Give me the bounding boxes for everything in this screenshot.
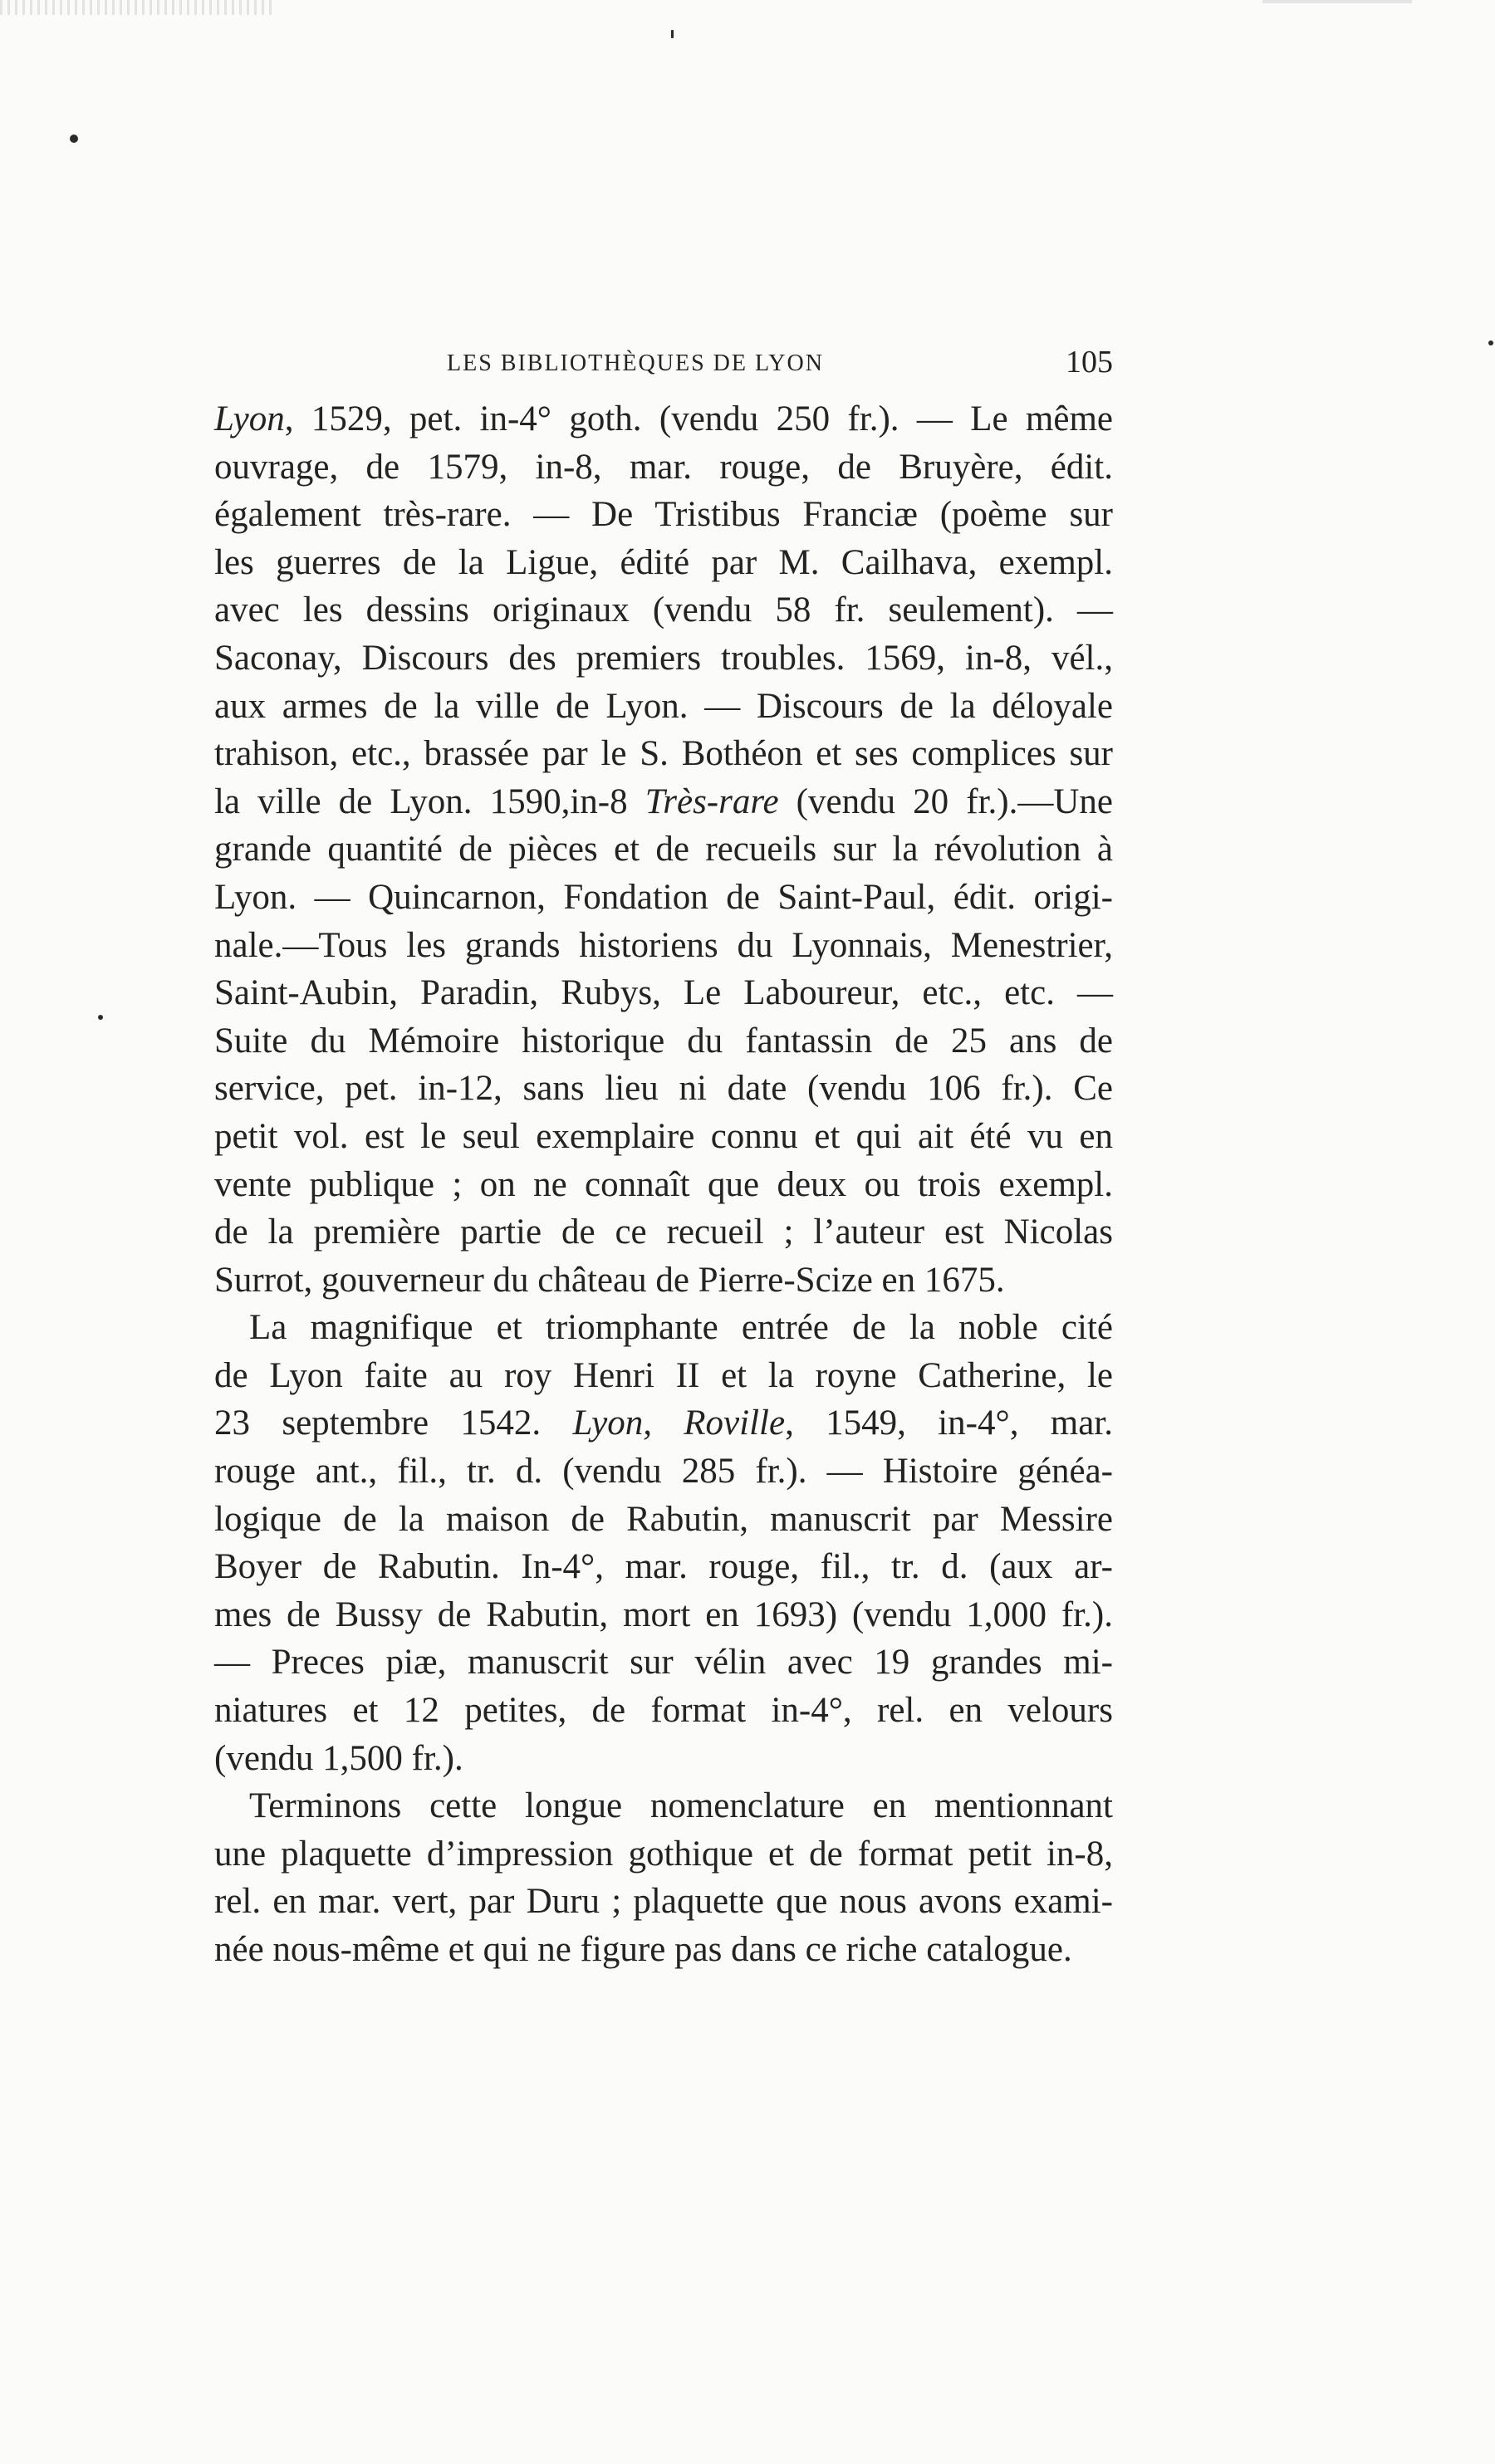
text-segment: Saint-Aubin, Paradin, Rubys, Le Laboureur, etc., etc. — <box>214 973 1113 1013</box>
italic-segment: Lyon, Roville <box>572 1403 786 1443</box>
text-segment: trahison, etc., brassée par le S. Bothéon et ses complices sur <box>214 734 1113 774</box>
text-segment: Suite du Mémoire historique du fantassin de 25 ans de <box>214 1021 1113 1061</box>
text-segment: de la première partie de ce recueil ; l’auteur est Nicolas <box>214 1212 1113 1252</box>
text-line <box>214 922 1113 970</box>
text-segment: nale.—Tous les grands historiens du Lyonnais, Menestrier, <box>214 925 1113 965</box>
text-line <box>214 1687 1113 1735</box>
text-line <box>214 874 1113 922</box>
text-line <box>214 730 1113 778</box>
italic-segment: Lyon <box>214 399 285 438</box>
text-line <box>214 1735 1113 1783</box>
text-segment: 23 septembre 1542. <box>214 1403 573 1443</box>
text-segment: avec les dessins originaux (vendu 58 fr. seulement). — <box>214 590 1113 630</box>
text-segment: Surrot, gouverneur du château de Pierre-Scize en 1675. <box>214 1260 1005 1300</box>
text-line <box>214 491 1113 539</box>
text-line <box>214 1830 1113 1879</box>
text-line <box>214 1352 1113 1400</box>
text-segment: rouge ant., fil., tr. d. (vendu 285 fr.). — Histoire généa- <box>214 1452 1113 1492</box>
italic-segment: Très-rare <box>645 781 779 821</box>
text-segment: Terminons cette longue nomenclature en mentionnant <box>249 1786 1113 1826</box>
text-line <box>214 395 1113 443</box>
text-segment: également très-rare. — De Tristibus Franciæ (poème sur <box>214 495 1113 535</box>
ink-speck <box>98 1015 103 1020</box>
text-line <box>214 1017 1113 1065</box>
scan-edge-artifact <box>0 0 274 15</box>
text-line <box>214 634 1113 683</box>
text-line <box>214 825 1113 874</box>
running-head <box>214 344 1113 385</box>
text-line <box>214 683 1113 731</box>
text-line <box>214 1208 1113 1256</box>
text-line <box>214 1496 1113 1544</box>
text-segment: née nous-même et qui ne figure pas dans ce riche catalogue. <box>214 1930 1072 1969</box>
body-text <box>214 395 1113 1974</box>
text-line <box>214 443 1113 492</box>
text-line <box>214 1065 1113 1113</box>
text-line <box>214 1878 1113 1926</box>
text-line <box>214 1448 1113 1496</box>
text-segment: — Preces piæ, manuscrit sur vélin avec 19 grandes mi- <box>214 1643 1113 1683</box>
text-segment: grande quantité de pièces et de recueils sur la révolution à <box>214 830 1113 870</box>
scan-edge-artifact-right <box>1262 0 1412 3</box>
text-line <box>214 539 1113 587</box>
text-line <box>214 1782 1113 1830</box>
ink-speck <box>70 135 78 143</box>
text-line <box>214 1543 1113 1591</box>
text-line <box>214 1591 1113 1639</box>
text-line <box>214 586 1113 634</box>
text-line <box>214 1161 1113 1209</box>
text-segment: (vendu 20 fr.).—Une <box>778 781 1113 821</box>
text-segment: la ville de Lyon. 1590,in-8 <box>214 781 645 821</box>
text-segment: , 1529, pet. in-4° goth. (vendu 250 fr.). — Le même <box>284 399 1113 438</box>
ink-speck <box>671 30 674 38</box>
running-title: LES BIBLIOTHÈQUES DE LYON <box>447 350 824 376</box>
text-line <box>214 1399 1113 1448</box>
text-segment: mes de Bussy de Rabutin, mort en 1693) (vendu 1,000 fr.). <box>214 1594 1113 1634</box>
text-segment: La magnifique et triomphante entrée de la noble cité <box>249 1308 1113 1348</box>
text-segment: Lyon. — Quincarnon, Fondation de Saint-Paul, édit. origi- <box>214 877 1113 917</box>
text-line <box>214 1256 1113 1305</box>
text-segment: niatures et 12 petites, de format in-4°, rel. en velours <box>214 1691 1113 1731</box>
text-segment: les guerres de la Ligue, édité par M. Cailhava, exempl. <box>214 542 1113 582</box>
text-line <box>214 1639 1113 1687</box>
text-segment: service, pet. in-12, sans lieu ni date (vendu 106 fr.). Ce <box>214 1069 1113 1109</box>
text-segment: petit vol. est le seul exemplaire connu et qui ait été vu en <box>214 1116 1113 1156</box>
text-line <box>214 969 1113 1017</box>
text-segment: de Lyon faite au roy Henri II et la royne Catherine, le <box>214 1355 1113 1395</box>
text-segment: logique de la maison de Rabutin, manuscrit par Messire <box>214 1499 1113 1539</box>
text-segment: Boyer de Rabutin. In-4°, mar. rouge, fil., tr. d. (aux ar- <box>214 1547 1113 1587</box>
text-segment: Saconay, Discours des premiers troubles. 1569, in-8, vél., <box>214 638 1113 678</box>
text-segment: rel. en mar. vert, par Duru ; plaquette que nous avons exami- <box>214 1882 1113 1922</box>
text-segment: ouvrage, de 1579, in-8, mar. rouge, de Bruyère, édit. <box>214 447 1113 487</box>
ink-speck <box>1488 340 1493 345</box>
text-line <box>214 1926 1113 1974</box>
text-segment: , 1549, in-4°, mar. <box>785 1403 1114 1443</box>
text-line <box>214 778 1113 826</box>
text-line <box>214 1113 1113 1161</box>
text-segment: une plaquette d’impression gothique et de format petit in-8, <box>214 1834 1113 1874</box>
text-segment: aux armes de la ville de Lyon. — Discours de la déloyale <box>214 686 1113 726</box>
text-line <box>214 1304 1113 1352</box>
text-segment: (vendu 1,500 fr.). <box>214 1738 463 1778</box>
text-segment: vente publique ; on ne connaît que deux ou trois exempl. <box>214 1164 1113 1204</box>
page-number: 105 <box>1066 345 1113 380</box>
